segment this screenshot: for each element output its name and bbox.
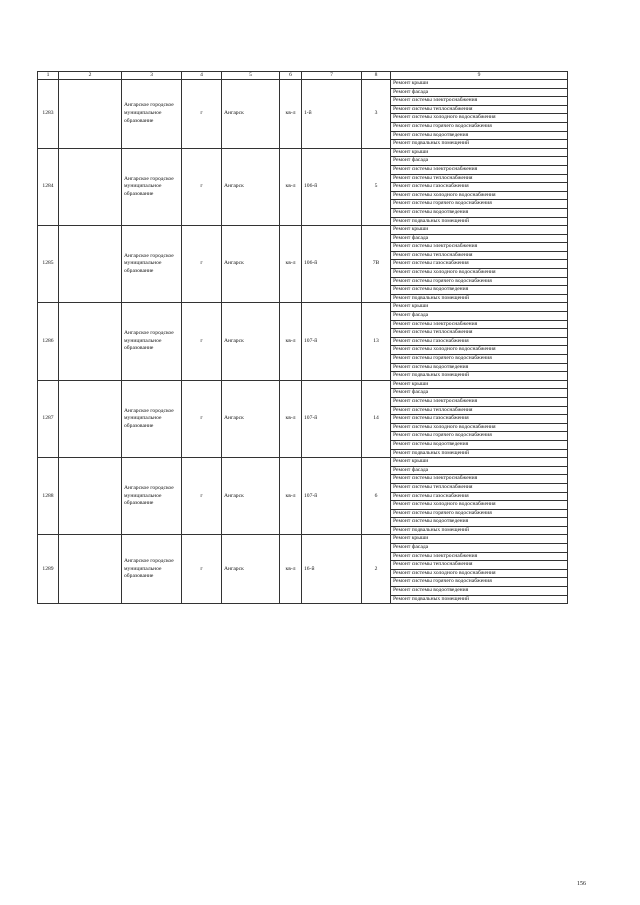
header-cell-3: 3 (122, 72, 182, 80)
work-item: Ремонт системы холодного водоснабжения (391, 269, 568, 278)
work-item: Ремонт крыши (391, 226, 568, 235)
work-item: Ремонт системы электроснабжения (391, 97, 568, 106)
work-item: Ремонт подвальных помещений (391, 595, 568, 604)
work-item: Ремонт системы водоотведения (391, 363, 568, 372)
work-item: Ремонт фасада (391, 544, 568, 553)
municipality-name: Ангарское городское муниципальное образование (122, 380, 182, 457)
city-name: Ангарск (222, 148, 280, 225)
table-row (38, 80, 568, 89)
municipality-name: Ангарское городское муниципальное образование (122, 458, 182, 535)
work-item: Ремонт подвальных помещений (391, 449, 568, 458)
work-item: Ремонт системы газоснабжения (391, 183, 568, 192)
settlement-type: г (182, 148, 222, 225)
work-item: Ремонт системы водоотведения (391, 518, 568, 527)
work-item: Ремонт крыши (391, 458, 568, 467)
settlement-type: г (182, 303, 222, 380)
table-row (38, 380, 568, 389)
work-item: Ремонт системы холодного водоснабжения (391, 501, 568, 510)
district-name: 107-й (302, 303, 362, 380)
work-item: Ремонт системы холодного водоснабжения (391, 346, 568, 355)
repair-program-table (37, 71, 568, 604)
work-item: Ремонт системы горячего водоснабжения (391, 355, 568, 364)
work-item: Ремонт системы горячего водоснабжения (391, 277, 568, 286)
work-item: Ремонт системы водоотведения (391, 131, 568, 140)
table-row (38, 226, 568, 235)
record-number: 1289 (38, 535, 59, 604)
settlement-type: г (182, 80, 222, 149)
work-item: Ремонт системы горячего водоснабжения (391, 122, 568, 131)
header-cell-5: 5 (222, 72, 280, 80)
work-item: Ремонт системы газоснабжения (391, 337, 568, 346)
work-item: Ремонт фасада (391, 157, 568, 166)
work-item: Ремонт системы теплоснабжения (391, 105, 568, 114)
header-cell-7: 7 (302, 72, 362, 80)
work-item: Ремонт системы водоотведения (391, 286, 568, 295)
record-column-2 (59, 535, 122, 604)
district-name: 16-й (302, 535, 362, 604)
work-item: Ремонт системы теплоснабжения (391, 561, 568, 570)
header-row (38, 72, 568, 80)
table-row (38, 303, 568, 312)
record-number: 1288 (38, 458, 59, 535)
record-column-2 (59, 303, 122, 380)
city-name: Ангарск (222, 303, 280, 380)
record-number: 1285 (38, 226, 59, 303)
house-number: 2 (362, 535, 391, 604)
work-item: Ремонт системы газоснабжения (391, 492, 568, 501)
work-item: Ремонт системы горячего водоснабжения (391, 578, 568, 587)
record-number: 1283 (38, 80, 59, 149)
work-item: Ремонт фасада (391, 234, 568, 243)
district-type: кв-л (280, 380, 302, 457)
header-cell-6: 6 (280, 72, 302, 80)
work-item: Ремонт подвальных помещений (391, 140, 568, 149)
work-item: Ремонт фасада (391, 88, 568, 97)
table-row (38, 535, 568, 544)
record-number: 1287 (38, 380, 59, 457)
work-item: Ремонт системы теплоснабжения (391, 483, 568, 492)
header-cell-1: 1 (38, 72, 59, 80)
district-type: кв-л (280, 148, 302, 225)
work-item: Ремонт фасада (391, 312, 568, 321)
district-name: 107-й (302, 458, 362, 535)
record-number: 1284 (38, 148, 59, 225)
work-item: Ремонт фасада (391, 389, 568, 398)
header-cell-4: 4 (182, 72, 222, 80)
table-body (38, 80, 568, 604)
municipality-name: Ангарское городское муниципальное образование (122, 535, 182, 604)
municipality-name: Ангарское городское муниципальное образование (122, 226, 182, 303)
header-cell-9: 9 (391, 72, 568, 80)
work-item: Ремонт подвальных помещений (391, 217, 568, 226)
table-row (38, 148, 568, 157)
work-item: Ремонт системы холодного водоснабжения (391, 423, 568, 432)
work-item: Ремонт системы электроснабжения (391, 165, 568, 174)
city-name: Ангарск (222, 535, 280, 604)
work-item: Ремонт системы теплоснабжения (391, 251, 568, 260)
work-item: Ремонт крыши (391, 303, 568, 312)
city-name: Ангарск (222, 80, 280, 149)
work-item: Ремонт системы холодного водоснабжения (391, 191, 568, 200)
settlement-type: г (182, 226, 222, 303)
district-type: кв-л (280, 226, 302, 303)
work-item: Ремонт системы теплоснабжения (391, 174, 568, 183)
work-item: Ремонт системы электроснабжения (391, 320, 568, 329)
work-item: Ремонт крыши (391, 380, 568, 389)
page-number: 156 (577, 881, 586, 887)
work-item: Ремонт системы горячего водоснабжения (391, 200, 568, 209)
city-name: Ангарск (222, 226, 280, 303)
work-item: Ремонт системы электроснабжения (391, 243, 568, 252)
work-item: Ремонт фасада (391, 466, 568, 475)
header-cell-8: 8 (362, 72, 391, 80)
work-item: Ремонт подвальных помещений (391, 372, 568, 381)
work-item: Ремонт крыши (391, 80, 568, 89)
district-name: 107-й (302, 380, 362, 457)
work-item: Ремонт системы газоснабжения (391, 260, 568, 269)
record-column-2 (59, 458, 122, 535)
work-item: Ремонт системы электроснабжения (391, 552, 568, 561)
work-item: Ремонт крыши (391, 148, 568, 157)
district-name: 106-й (302, 226, 362, 303)
record-column-2 (59, 148, 122, 225)
work-item: Ремонт подвальных помещений (391, 294, 568, 303)
district-type: кв-л (280, 303, 302, 380)
house-number: 14 (362, 380, 391, 457)
municipality-name: Ангарское городское муниципальное образование (122, 80, 182, 149)
work-item: Ремонт системы водоотведения (391, 440, 568, 449)
work-item: Ремонт системы горячего водоснабжения (391, 432, 568, 441)
work-item: Ремонт системы теплоснабжения (391, 329, 568, 338)
table-row (38, 458, 568, 467)
work-item: Ремонт системы горячего водоснабжения (391, 509, 568, 518)
work-item: Ремонт крыши (391, 535, 568, 544)
record-column-2 (59, 380, 122, 457)
municipality-name: Ангарское городское муниципальное образование (122, 303, 182, 380)
district-name: 1-й (302, 80, 362, 149)
work-item: Ремонт системы холодного водоснабжения (391, 569, 568, 578)
work-item: Ремонт системы теплоснабжения (391, 406, 568, 415)
settlement-type: г (182, 458, 222, 535)
record-column-2 (59, 80, 122, 149)
city-name: Ангарск (222, 458, 280, 535)
house-number: 5 (362, 148, 391, 225)
city-name: Ангарск (222, 380, 280, 457)
settlement-type: г (182, 380, 222, 457)
house-number: 6 (362, 458, 391, 535)
municipality-name: Ангарское городское муниципальное образование (122, 148, 182, 225)
house-number: 3 (362, 80, 391, 149)
work-item: Ремонт системы электроснабжения (391, 475, 568, 484)
work-item: Ремонт системы водоотведения (391, 208, 568, 217)
record-column-2 (59, 226, 122, 303)
settlement-type: г (182, 535, 222, 604)
work-item: Ремонт системы водоотведения (391, 587, 568, 596)
district-type: кв-л (280, 458, 302, 535)
work-item: Ремонт системы газоснабжения (391, 415, 568, 424)
header-cell-2: 2 (59, 72, 122, 80)
house-number: 13 (362, 303, 391, 380)
record-number: 1286 (38, 303, 59, 380)
district-type: кв-л (280, 80, 302, 149)
district-name: 106-й (302, 148, 362, 225)
house-number: 7В (362, 226, 391, 303)
work-item: Ремонт системы холодного водоснабжения (391, 114, 568, 123)
work-item: Ремонт подвальных помещений (391, 526, 568, 535)
district-type: кв-л (280, 535, 302, 604)
work-item: Ремонт системы электроснабжения (391, 397, 568, 406)
